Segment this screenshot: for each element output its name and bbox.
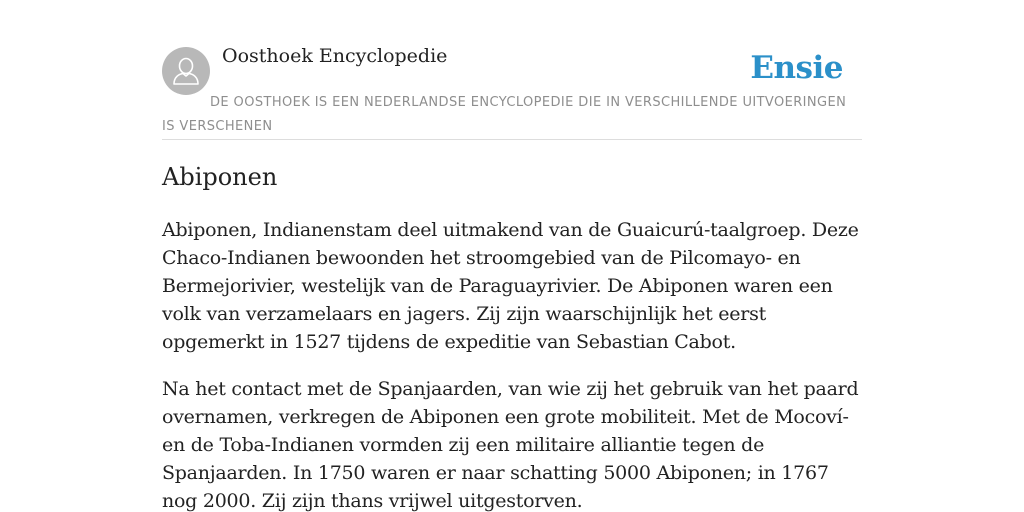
article-title: Abiponen — [162, 163, 278, 191]
article-paragraph: Abiponen, Indianenstam deel uitmakend van de Guaicurú-taalgroep. Deze Chaco-Indianen bewoonden het stroomgebied van de Pilcomayo- en Bermejorivier, westelijk van de Paraguayrivier. De Abiponen waren een volk van verzamelaars en jagers. Zij zijn waarschijnlijk het eerst opgemerkt in 1527 tijdens de expeditie van Sebastian Cabot. — [162, 219, 859, 353]
source-header — [162, 0, 862, 140]
site-logo[interactable]: Ensie — [750, 50, 843, 86]
source-avatar[interactable] — [162, 47, 210, 95]
source-name-link[interactable]: Oosthoek Encyclopedie — [222, 45, 448, 67]
user-silhouette-icon — [162, 47, 210, 95]
source-description: DE OOSTHOEK IS EEN NEDERLANDSE ENCYCLOPEDIE DIE IN VERSCHILLENDE UITVOERINGEN IS VERSCHENEN — [162, 95, 847, 134]
article-paragraph: Na het contact met de Spanjaarden, van wie zij het gebruik van het paard overnamen, verkregen de Abiponen een grote mobiliteit. Met de Mocoví- en de Toba-Indianen vormden zij een militaire alliantie tegen de Spanjaarden. In 1750 waren er naar schatting 5000 Abiponen; in 1767 nog 2000. Zij zijn thans vrijwel uitgestorven. — [162, 378, 859, 512]
main-content — [162, 0, 862, 512]
article-body — [162, 216, 862, 512]
